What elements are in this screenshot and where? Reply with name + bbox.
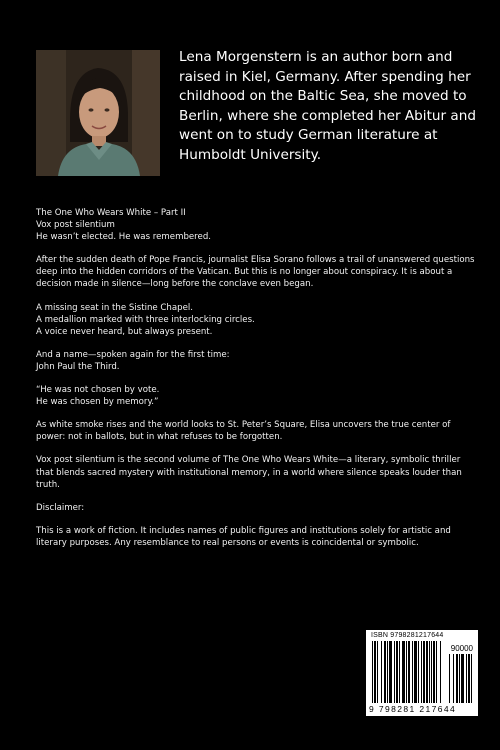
barcode-bar: [374, 641, 376, 703]
barcode-bar: [387, 641, 388, 703]
barcode-bar: [412, 641, 413, 703]
list-line-1: A missing seat in the Sistine Chapel.: [36, 302, 193, 313]
blurb-paragraph-1: After the sudden death of Pope Francis, journalist Elisa Sorano follows a trail of unanswered questions deep into the hidden corridors of the Vatican. But this is no longer about conspiracy. It is about a decision made in silence—long before the conclave even began.: [36, 255, 475, 290]
addon-bar: [461, 654, 464, 703]
list-line-2: A medallion marked with three interlocking circles.: [36, 314, 255, 325]
barcode-bar: [414, 641, 417, 703]
name-intro: And a name—spoken again for the first time:: [36, 349, 230, 360]
series-title-line: The One Who Wears White – Part II: [36, 208, 186, 218]
barcode-bar: [429, 641, 430, 703]
barcode-bar: [406, 641, 407, 703]
blurb-paragraph-3: Vox post silentium is the second volume of The One Who Wears White—a literary, symbolic thriller that blends sacred mystery with institutional memory, in a world where silence speaks louder than truth.: [36, 455, 462, 490]
barcode-bar: [421, 641, 422, 703]
quote-line-2: He was chosen by memory.”: [36, 397, 159, 408]
barcode-bar: [372, 641, 373, 703]
barcode-bar: [418, 641, 419, 703]
isbn-barcode: [366, 630, 478, 716]
barcode-bar: [440, 641, 441, 703]
name-line: John Paul the Third.: [36, 361, 120, 372]
barcode-bar: [381, 641, 382, 703]
tagline: He wasn’t elected. He was remembered.: [36, 232, 212, 243]
price-code: 90000: [450, 644, 473, 653]
addon-bar: [459, 654, 460, 703]
disclaimer-heading: Disclaimer:: [36, 502, 85, 513]
barcode-bar: [377, 641, 378, 703]
back-cover-blurb: [36, 207, 476, 560]
barcode-digits: 9 798281 217644: [369, 704, 457, 714]
barcode-bar: [436, 641, 437, 703]
author-portrait-image: [36, 50, 160, 176]
addon-bar: [471, 654, 472, 703]
blurb-paragraph-2: As white smoke rises and the world looks to St. Peter’s Square, Elisa uncovers the true center of power: not in ballots, but in what refuses to be forgotten.: [36, 420, 451, 443]
isbn-label: ISBN 9798281217644: [371, 632, 444, 639]
barcode-bar: [399, 641, 400, 703]
addon-bar: [466, 654, 467, 703]
addon-bar: [449, 654, 450, 703]
addon-bar: [456, 654, 458, 703]
barcode-bar: [433, 641, 435, 703]
barcode-bar: [423, 641, 425, 703]
addon-bar: [468, 654, 470, 703]
book-subtitle-line: Vox post silentium: [36, 220, 115, 231]
addon-bar: [453, 654, 454, 703]
barcode-bar: [431, 641, 432, 703]
barcode-bar: [394, 641, 395, 703]
barcode-bar: [402, 641, 405, 703]
quote-line-1: “He was not chosen by vote.: [36, 385, 160, 396]
barcode-bar: [408, 641, 410, 703]
barcode-bar: [389, 641, 392, 703]
barcode-bar: [396, 641, 398, 703]
author-photo: [36, 50, 160, 176]
disclaimer-text: This is a work of fiction. It includes names of public figures and institutions solely for artistic and literary purposes. Any resemblance to real persons or events is coincidental or symbolic.: [36, 525, 451, 548]
barcode-bar: [384, 641, 386, 703]
list-line-3: A voice never heard, but always present.: [36, 326, 213, 337]
author-bio: Lena Morgenstern is an author born and raised in Kiel, Germany. After spending her childhood on the Baltic Sea, she moved to Berlin, where she completed her Abitur and went on to study German literature at Humboldt University.: [179, 49, 477, 163]
barcode-bar: [426, 641, 428, 703]
